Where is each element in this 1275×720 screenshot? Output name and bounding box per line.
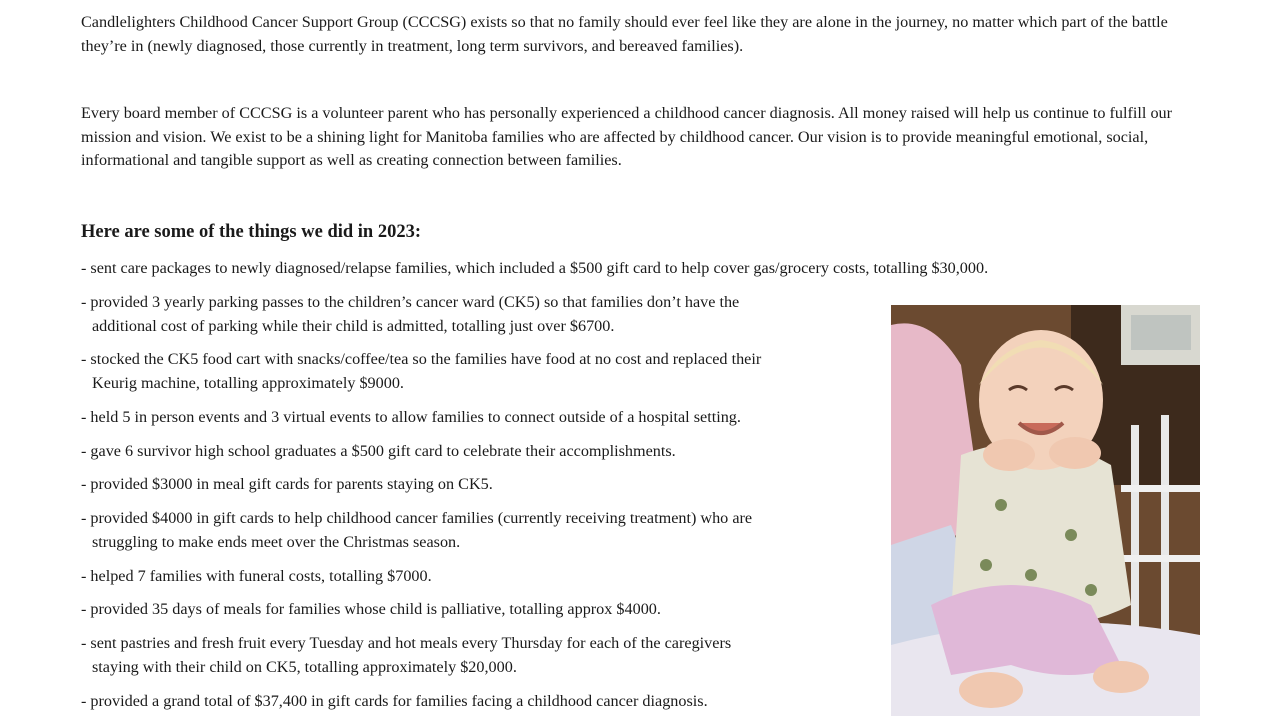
list-item xyxy=(81,347,761,395)
list-item xyxy=(81,256,988,280)
mission-paragraph: Every board member of CCCSG is a volunteer parent who has personally experienced a childhood cancer diagnosis. All money raised will help us continue to fulfill our mission and vision. We exist to be a shining light for Manitoba families who are affected by childhood cancer. Our vision is to provide meaningful emotional, social, informational and tangible support as well as creating connection between families. xyxy=(81,104,1173,169)
list-item-text: - provided a grand total of $37,400 in gift cards for families facing a childhood cancer diagnosis. xyxy=(81,692,708,710)
list-item-text: - helped 7 families with funeral costs, totalling $7000. xyxy=(81,567,432,585)
list-item-text: - provided 35 days of meals for families whose child is palliative, totalling approx $4000. xyxy=(81,600,661,618)
list-item-continuation: additional cost of parking while their child is admitted, totalling just over $6700. xyxy=(92,317,615,335)
intro-paragraph: Candlelighters Childhood Cancer Support Group (CCCSG) exists so that no family should ever feel like they are alone in the journey, no matter which part of the battle they’re in (newly diagnosed, those currently in treatment, long term survivors, and bereaved families). xyxy=(81,13,1168,55)
list-item-text: - provided 3 yearly parking passes to the children’s cancer ward (CK5) so that families don’t have the xyxy=(81,293,740,311)
list-item-continuation: staying with their child on CK5, totalling approximately $20,000. xyxy=(92,658,517,676)
list-item xyxy=(81,631,731,679)
list-item xyxy=(81,597,661,621)
list-item-text: - sent pastries and fresh fruit every Tuesday and hot meals every Thursday for each of the caregivers xyxy=(81,634,732,652)
section-heading: Here are some of the things we did in 2023: xyxy=(81,222,422,242)
list-item-text: - sent care packages to newly diagnosed/relapse families, which included a $500 gift card to help cover gas/grocery costs, totalling $30,000. xyxy=(81,259,989,277)
list-item xyxy=(81,506,752,554)
list-item xyxy=(81,290,739,338)
list-item xyxy=(81,405,741,429)
list-item-text: - stocked the CK5 food cart with snacks/coffee/tea so the families have food at no cost and replaced their xyxy=(81,350,762,368)
child-photo xyxy=(891,305,1200,716)
list-item-continuation: Keurig machine, totalling approximately $9000. xyxy=(92,374,404,392)
list-item xyxy=(81,689,708,713)
list-item xyxy=(81,564,432,588)
list-item-text: - provided $3000 in meal gift cards for parents staying on CK5. xyxy=(81,475,493,493)
list-item-text: - provided $4000 in gift cards to help childhood cancer families (currently receiving treatment) who are xyxy=(81,509,753,527)
list-item-text: - gave 6 survivor high school graduates a $500 gift card to celebrate their accomplishments. xyxy=(81,442,676,460)
list-item-text: - held 5 in person events and 3 virtual events to allow families to connect outside of a hospital setting. xyxy=(81,408,741,426)
list-item-continuation: struggling to make ends meet over the Christmas season. xyxy=(92,533,461,551)
list-item xyxy=(81,439,676,463)
list-item xyxy=(81,472,493,496)
